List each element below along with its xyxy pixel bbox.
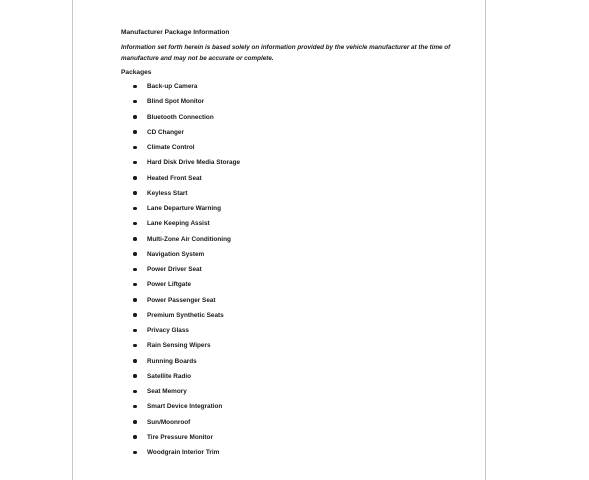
- package-list-item: [121, 341, 465, 356]
- package-label: Keyless Start: [147, 189, 188, 197]
- package-list-item: [121, 326, 465, 341]
- bullet-icon: [133, 359, 137, 363]
- bullet-icon: [133, 130, 137, 134]
- package-list-item: [121, 97, 465, 112]
- package-label: Blind Spot Monitor: [147, 98, 205, 106]
- package-list-item: [121, 82, 465, 97]
- package-label: CD Changer: [147, 128, 184, 136]
- disclaimer-text: Information set forth herein is based solely on information provided by the vehicle manufacturer at the time of manufacture and may not be accurate or complete.: [121, 44, 451, 62]
- package-list-item: [121, 235, 465, 250]
- package-list-item: [121, 158, 465, 173]
- package-label: Climate Control: [147, 144, 195, 151]
- package-list-item: [121, 280, 465, 295]
- bullet-icon: [133, 115, 137, 119]
- bullet-icon: [133, 390, 137, 394]
- section-heading: Manufacturer Package Information: [121, 29, 230, 36]
- package-label: Power Driver Seat: [147, 266, 202, 273]
- bullet-icon: [133, 329, 137, 333]
- bullet-icon: [133, 344, 137, 348]
- bullet-icon: [133, 252, 137, 256]
- package-list-item: [121, 311, 465, 326]
- document-page: [72, 0, 486, 480]
- packages-list: [121, 82, 465, 463]
- bullet-icon: [133, 191, 137, 195]
- package-label: Hard Disk Drive Media Storage: [147, 159, 241, 167]
- package-label: Rain Sensing Wipers: [147, 342, 211, 350]
- bullet-icon: [133, 176, 137, 180]
- package-label: Privacy Glass: [147, 327, 189, 334]
- package-label: Running Boards: [147, 357, 197, 365]
- bullet-icon: [133, 85, 137, 89]
- package-list-item: [121, 418, 465, 433]
- package-label: Power Passenger Seat: [147, 296, 216, 304]
- package-label: Tire Pressure Monitor: [147, 433, 213, 441]
- package-list-item: [121, 402, 465, 417]
- package-list-item: [121, 219, 465, 234]
- package-label: Lane Keeping Assist: [147, 220, 210, 228]
- page-content: [121, 28, 465, 463]
- bullet-icon: [133, 313, 137, 317]
- bullet-icon: [133, 161, 137, 165]
- package-label: Navigation System: [147, 250, 205, 258]
- bullet-icon: [133, 374, 137, 378]
- package-list-item: [121, 433, 465, 448]
- package-label: Seat Memory: [147, 388, 187, 395]
- package-label: Smart Device Integration: [147, 403, 223, 411]
- package-label: Bluetooth Connection: [147, 113, 214, 121]
- bullet-icon: [133, 405, 137, 409]
- package-list-item: [121, 372, 465, 387]
- package-list-item: [121, 448, 465, 463]
- bullet-icon: [133, 268, 137, 272]
- package-list-item: [121, 143, 465, 158]
- package-list-item: [121, 189, 465, 204]
- package-label: Woodgrain Interior Trim: [147, 449, 220, 456]
- bullet-icon: [133, 451, 137, 455]
- package-label: Sun/Moonroof: [147, 418, 191, 426]
- package-list-item: [121, 387, 465, 402]
- packages-heading: Packages: [121, 69, 152, 76]
- package-list-item: [121, 250, 465, 265]
- bullet-icon: [133, 420, 137, 424]
- package-label: Back-up Camera: [147, 83, 198, 90]
- package-list-item: [121, 113, 465, 128]
- bullet-icon: [133, 435, 137, 439]
- package-list-item: [121, 265, 465, 280]
- package-list-item: [121, 174, 465, 189]
- bullet-icon: [133, 298, 137, 302]
- bullet-icon: [133, 283, 137, 287]
- package-label: Premium Synthetic Seats: [147, 311, 224, 319]
- package-list-item: [121, 357, 465, 372]
- package-label: Multi-Zone Air Conditioning: [147, 235, 231, 243]
- bullet-icon: [133, 222, 137, 226]
- bullet-icon: [133, 146, 137, 150]
- package-list-item: [121, 204, 465, 219]
- package-list-item: [121, 128, 465, 143]
- package-label: Satellite Radio: [147, 372, 192, 380]
- package-label: Heated Front Seat: [147, 174, 202, 182]
- bullet-icon: [133, 207, 137, 211]
- package-label: Lane Departure Warning: [147, 205, 221, 212]
- bullet-icon: [133, 100, 137, 104]
- package-label: Power Liftgate: [147, 281, 192, 289]
- bullet-icon: [133, 237, 137, 241]
- package-list-item: [121, 296, 465, 311]
